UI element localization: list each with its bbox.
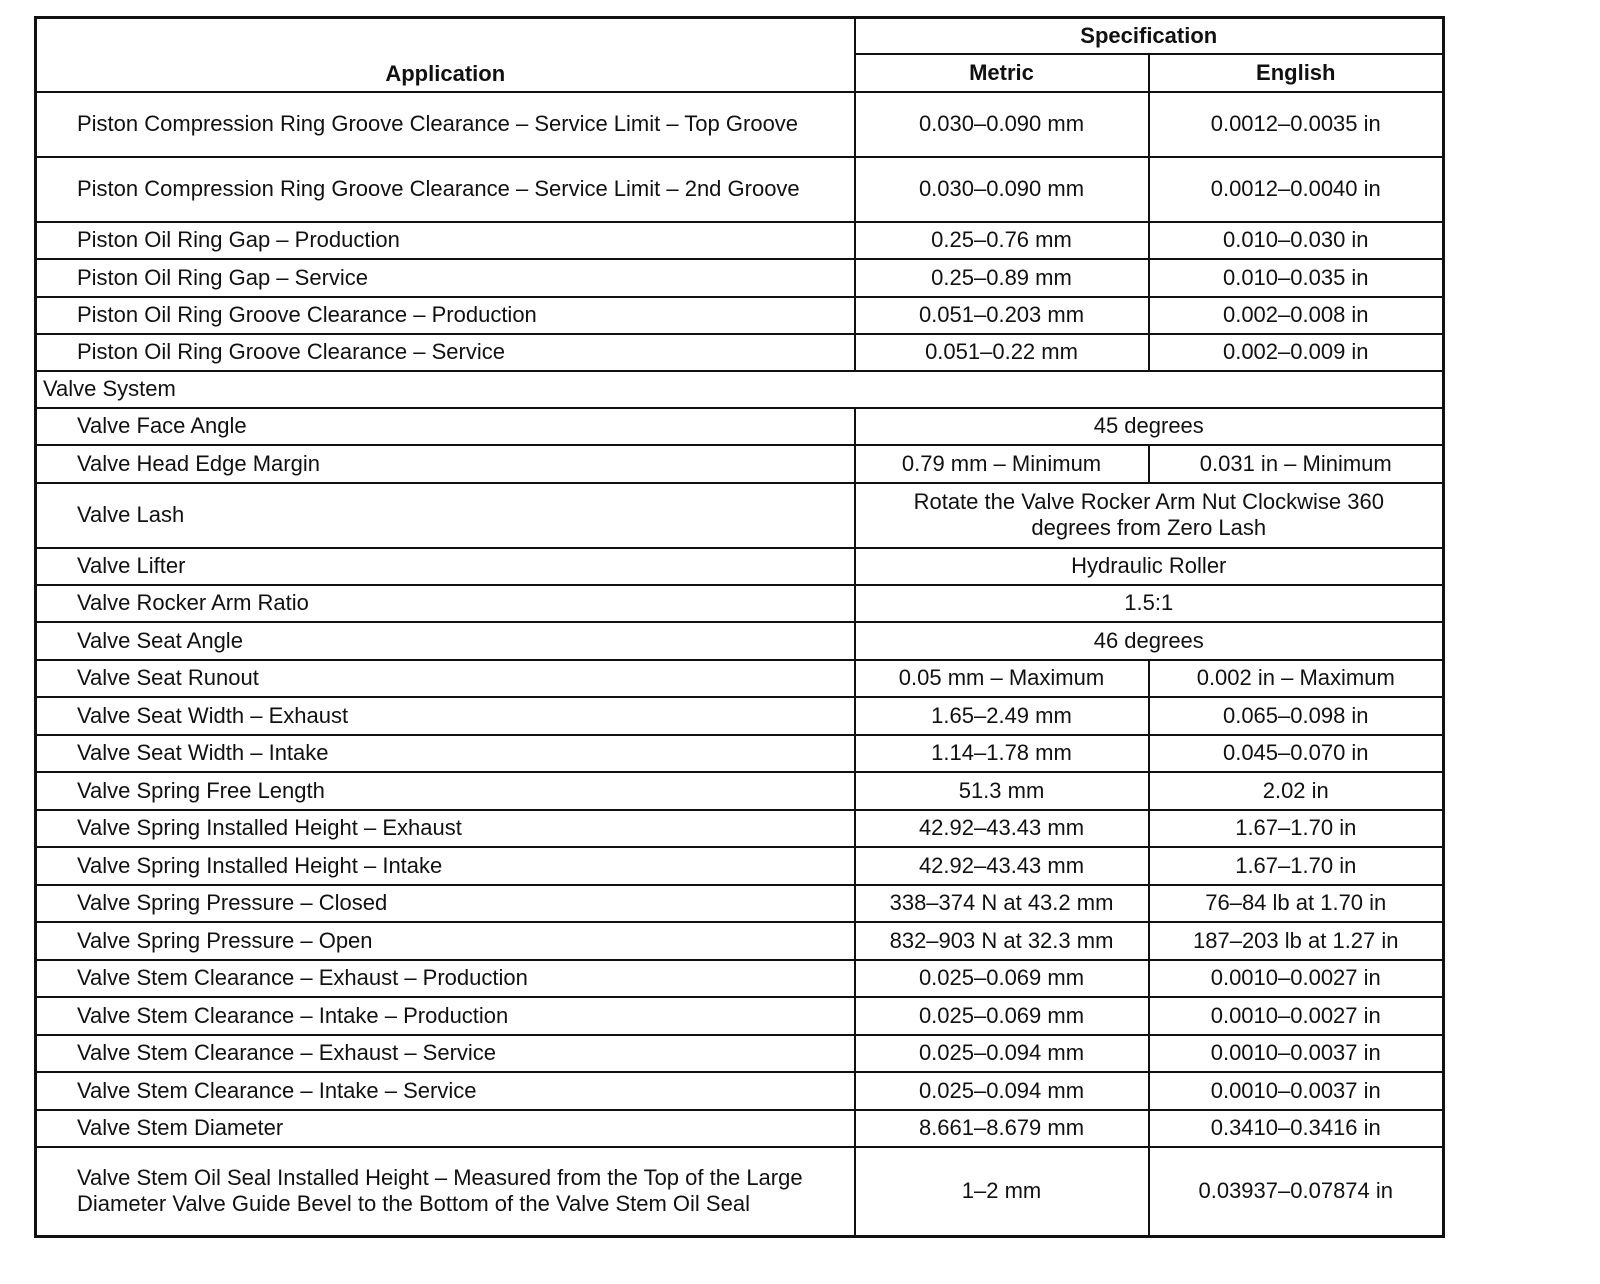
metric-cell: 0.05 mm – Maximum: [855, 660, 1149, 697]
application-cell: Valve Spring Pressure – Open: [36, 922, 855, 960]
english-cell: 0.031 in – Minimum: [1149, 445, 1444, 483]
metric-cell: 832–903 N at 32.3 mm: [855, 922, 1149, 960]
application-cell: Valve Rocker Arm Ratio: [36, 585, 855, 622]
application-cell: Valve Stem Clearance – Exhaust – Service: [36, 1035, 855, 1072]
metric-cell: 0.79 mm – Minimum: [855, 445, 1149, 483]
table-row: [36, 157, 1444, 222]
english-cell: 0.002–0.008 in: [1149, 297, 1444, 334]
english-cell: 0.3410–0.3416 in: [1149, 1110, 1444, 1147]
application-header: Application: [36, 18, 855, 92]
table-row: [36, 1035, 1444, 1072]
application-cell: Valve Spring Pressure – Closed: [36, 885, 855, 922]
metric-cell: 42.92–43.43 mm: [855, 810, 1149, 847]
specification-cell: 45 degrees: [855, 408, 1444, 445]
application-cell: Valve Stem Clearance – Intake – Service: [36, 1072, 855, 1110]
application-cell: Valve Stem Diameter: [36, 1110, 855, 1147]
application-cell: Valve Seat Runout: [36, 660, 855, 697]
english-cell: 187–203 lb at 1.27 in: [1149, 922, 1444, 960]
application-cell: Valve Face Angle: [36, 408, 855, 445]
application-cell: Valve Seat Width – Exhaust: [36, 697, 855, 735]
english-cell: 0.03937–0.07874 in: [1149, 1147, 1444, 1237]
metric-header: Metric: [855, 54, 1149, 92]
table-row: [36, 334, 1444, 371]
application-cell: Valve Lash: [36, 483, 855, 548]
table-row: [36, 297, 1444, 334]
english-cell: 0.002–0.009 in: [1149, 334, 1444, 371]
application-cell: Piston Oil Ring Groove Clearance – Service: [36, 334, 855, 371]
english-cell: 0.0010–0.0027 in: [1149, 997, 1444, 1035]
specification-cell: Hydraulic Roller: [855, 548, 1444, 585]
english-cell: 1.67–1.70 in: [1149, 847, 1444, 885]
metric-cell: 0.25–0.76 mm: [855, 222, 1149, 259]
table-row: [36, 810, 1444, 847]
english-cell: 0.0012–0.0040 in: [1149, 157, 1444, 222]
metric-cell: 0.025–0.069 mm: [855, 960, 1149, 997]
table-row: [36, 222, 1444, 259]
application-cell: Valve Seat Angle: [36, 622, 855, 660]
application-cell: Piston Compression Ring Groove Clearance – Service Limit – 2nd Groove: [36, 157, 855, 222]
application-cell: Valve Spring Installed Height – Exhaust: [36, 810, 855, 847]
specification-cell: 1.5:1: [855, 585, 1444, 622]
application-cell: Valve Stem Oil Seal Installed Height – Measured from the Top of the Large Diameter Valve Guide Bevel to the Bottom of the Valve Stem Oil Seal: [36, 1147, 855, 1237]
table-row: [36, 772, 1444, 810]
table-row: [36, 697, 1444, 735]
english-cell: 0.065–0.098 in: [1149, 697, 1444, 735]
application-cell: Valve Seat Width – Intake: [36, 735, 855, 772]
table-row: [36, 585, 1444, 622]
table-row: [36, 445, 1444, 483]
application-cell: Piston Compression Ring Groove Clearance – Service Limit – Top Groove: [36, 92, 855, 157]
table-row: [36, 408, 1444, 445]
table-row: [36, 92, 1444, 157]
english-cell: 76–84 lb at 1.70 in: [1149, 885, 1444, 922]
english-cell: 0.0010–0.0037 in: [1149, 1072, 1444, 1110]
metric-cell: 8.661–8.679 mm: [855, 1110, 1149, 1147]
application-cell: Piston Oil Ring Gap – Service: [36, 259, 855, 297]
application-cell: Valve Spring Installed Height – Intake: [36, 847, 855, 885]
application-cell: Valve Spring Free Length: [36, 772, 855, 810]
specification-cell: 46 degrees: [855, 622, 1444, 660]
english-header: English: [1149, 54, 1444, 92]
valve-specification-table: [34, 16, 1445, 1238]
table-row: [36, 660, 1444, 697]
metric-cell: 0.025–0.094 mm: [855, 1035, 1149, 1072]
english-cell: 0.010–0.030 in: [1149, 222, 1444, 259]
metric-cell: 1.14–1.78 mm: [855, 735, 1149, 772]
metric-cell: 0.025–0.069 mm: [855, 997, 1149, 1035]
section-title: Valve System: [36, 371, 1444, 408]
metric-cell: 1–2 mm: [855, 1147, 1149, 1237]
table-row: [36, 997, 1444, 1035]
section-row: [36, 371, 1444, 408]
application-cell: Piston Oil Ring Gap – Production: [36, 222, 855, 259]
english-cell: 0.045–0.070 in: [1149, 735, 1444, 772]
english-cell: 1.67–1.70 in: [1149, 810, 1444, 847]
table-row: [36, 885, 1444, 922]
application-cell: Valve Head Edge Margin: [36, 445, 855, 483]
english-cell: 0.0012–0.0035 in: [1149, 92, 1444, 157]
table-row: [36, 1110, 1444, 1147]
english-cell: 0.002 in – Maximum: [1149, 660, 1444, 697]
application-cell: Valve Stem Clearance – Intake – Production: [36, 997, 855, 1035]
metric-cell: 0.25–0.89 mm: [855, 259, 1149, 297]
table-row: [36, 483, 1444, 548]
metric-cell: 1.65–2.49 mm: [855, 697, 1149, 735]
table-row: [36, 622, 1444, 660]
specification-cell: Rotate the Valve Rocker Arm Nut Clockwise 360 degrees from Zero Lash: [855, 483, 1444, 548]
specification-header: Specification: [855, 18, 1444, 54]
english-cell: 0.0010–0.0027 in: [1149, 960, 1444, 997]
table-row: [36, 960, 1444, 997]
metric-cell: 0.051–0.22 mm: [855, 334, 1149, 371]
application-cell: Valve Lifter: [36, 548, 855, 585]
metric-cell: 0.051–0.203 mm: [855, 297, 1149, 334]
table-row: [36, 1072, 1444, 1110]
table-row: [36, 259, 1444, 297]
table-row: [36, 735, 1444, 772]
table-row: [36, 548, 1444, 585]
application-cell: Valve Stem Clearance – Exhaust – Production: [36, 960, 855, 997]
table-body: [36, 92, 1444, 1237]
metric-cell: 0.030–0.090 mm: [855, 92, 1149, 157]
metric-cell: 0.030–0.090 mm: [855, 157, 1149, 222]
english-cell: 0.0010–0.0037 in: [1149, 1035, 1444, 1072]
metric-cell: 338–374 N at 43.2 mm: [855, 885, 1149, 922]
table-row: [36, 1147, 1444, 1237]
metric-cell: 0.025–0.094 mm: [855, 1072, 1149, 1110]
table-row: [36, 847, 1444, 885]
english-cell: 2.02 in: [1149, 772, 1444, 810]
application-cell: Piston Oil Ring Groove Clearance – Production: [36, 297, 855, 334]
metric-cell: 42.92–43.43 mm: [855, 847, 1149, 885]
english-cell: 0.010–0.035 in: [1149, 259, 1444, 297]
table-row: [36, 922, 1444, 960]
metric-cell: 51.3 mm: [855, 772, 1149, 810]
